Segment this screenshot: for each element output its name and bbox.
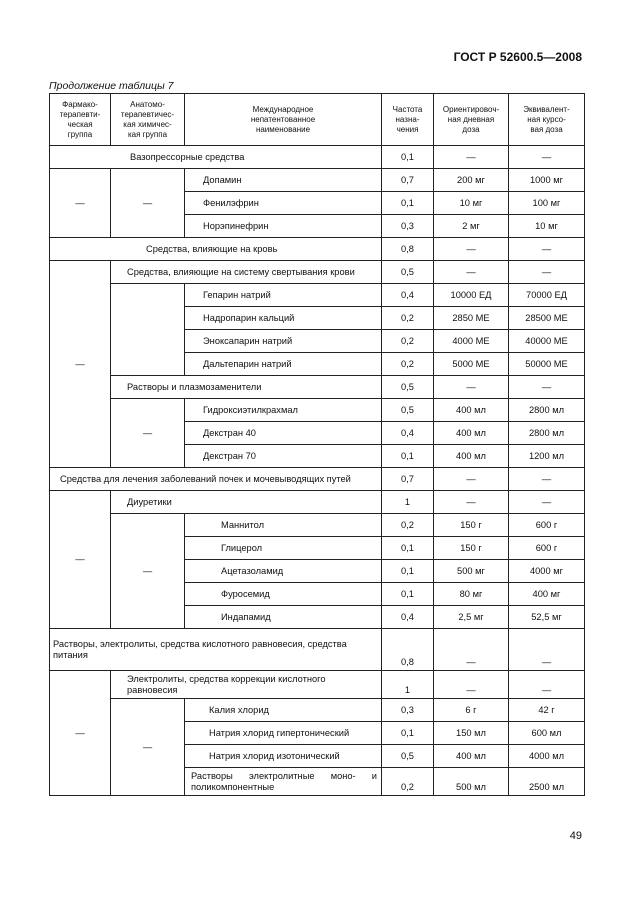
- drug-name: Ацетазоламид: [185, 560, 382, 583]
- frequency: 0,8: [382, 629, 434, 671]
- table-row: [50, 514, 585, 537]
- col-header-inn: Международное непатентованное наименование: [185, 94, 382, 146]
- drug-subgroup-name: Растворы и плазмозаменители: [111, 376, 382, 399]
- atc-group-cell: —: [111, 699, 185, 796]
- daily-dose: —: [434, 146, 509, 169]
- drug-name: Надропарин кальций: [185, 307, 382, 330]
- daily-dose: 150 г: [434, 514, 509, 537]
- daily-dose: —: [434, 491, 509, 514]
- daily-dose: 4000 МЕ: [434, 330, 509, 353]
- frequency: 0,3: [382, 699, 434, 722]
- drug-group-name: Средства, влияющие на кровь: [50, 238, 382, 261]
- table-row: [50, 468, 585, 491]
- page-number: 49: [569, 830, 582, 842]
- course-dose: 40000 МЕ: [509, 330, 585, 353]
- drug-name: Гидроксиэтилкрахмал: [185, 399, 382, 422]
- drug-group-name: Растворы, электролиты, средства кислотного равновесия, средства питания: [50, 629, 382, 671]
- atc-group-cell: [111, 284, 185, 376]
- frequency: 0,1: [382, 445, 434, 468]
- course-dose: 600 г: [509, 514, 585, 537]
- daily-dose: 150 мл: [434, 722, 509, 745]
- drug-name: Декстран 70: [185, 445, 382, 468]
- drug-name: Фенилэфрин: [185, 192, 382, 215]
- frequency: 0,5: [382, 399, 434, 422]
- col-header-course-dose: Эквивалент- ная курсо- вая доза: [509, 94, 585, 146]
- drug-name: Декстран 40: [185, 422, 382, 445]
- frequency: 0,4: [382, 284, 434, 307]
- course-dose: 1200 мл: [509, 445, 585, 468]
- daily-dose: —: [434, 468, 509, 491]
- frequency: 0,3: [382, 215, 434, 238]
- frequency: 0,5: [382, 261, 434, 284]
- course-dose: —: [509, 468, 585, 491]
- course-dose: 70000 ЕД: [509, 284, 585, 307]
- document-standard-header: ГОСТ Р 52600.5—2008: [453, 50, 582, 64]
- table-row: [50, 671, 585, 699]
- drug-name: Натрия хлорид изотонический: [185, 745, 382, 768]
- course-dose: 52,5 мг: [509, 606, 585, 629]
- course-dose: 2800 мл: [509, 422, 585, 445]
- drug-subgroup-name: Средства, влияющие на систему свертывания крови: [111, 261, 382, 284]
- drug-name: Дальтепарин натрий: [185, 353, 382, 376]
- daily-dose: 200 мг: [434, 169, 509, 192]
- course-dose: —: [509, 376, 585, 399]
- course-dose: 2800 мл: [509, 399, 585, 422]
- drug-name: Гепарин натрий: [185, 284, 382, 307]
- drug-name: Глицерол: [185, 537, 382, 560]
- frequency: 0,4: [382, 606, 434, 629]
- course-dose: —: [509, 491, 585, 514]
- pharm-group-cell: —: [50, 261, 111, 468]
- course-dose: 4000 мг: [509, 560, 585, 583]
- daily-dose: 400 мл: [434, 422, 509, 445]
- daily-dose: 6 г: [434, 699, 509, 722]
- col-header-daily-dose: Ориентировоч- ная дневная доза: [434, 94, 509, 146]
- table-caption: Продолжение таблицы 7: [49, 80, 174, 92]
- atc-group-cell: —: [111, 169, 185, 238]
- drug-name: Эноксапарин натрий: [185, 330, 382, 353]
- course-dose: 10 мг: [509, 215, 585, 238]
- course-dose: —: [509, 629, 585, 671]
- daily-dose: 500 мл: [434, 768, 509, 796]
- course-dose: 50000 МЕ: [509, 353, 585, 376]
- drug-subgroup-name: Диуретики: [111, 491, 382, 514]
- frequency: 0,7: [382, 468, 434, 491]
- table-header-row: [50, 94, 585, 146]
- drug-name: Маннитол: [185, 514, 382, 537]
- drug-subgroup-name: Электролиты, средства коррекции кислотного равновесия: [111, 671, 382, 699]
- table-row: [50, 146, 585, 169]
- pharm-group-cell: —: [50, 169, 111, 238]
- table-row: [50, 376, 585, 399]
- drug-name: Фуросемид: [185, 583, 382, 606]
- frequency: 0,1: [382, 146, 434, 169]
- frequency: 1: [382, 491, 434, 514]
- course-dose: 600 г: [509, 537, 585, 560]
- course-dose: —: [509, 238, 585, 261]
- daily-dose: 150 г: [434, 537, 509, 560]
- drug-group-name: Средства для лечения заболеваний почек и мочевыводящих путей: [50, 468, 382, 491]
- col-header-atc-group: Анатомо- терапевтичес- кая химичес- кая группа: [111, 94, 185, 146]
- drug-table: [49, 93, 585, 796]
- course-dose: 4000 мл: [509, 745, 585, 768]
- frequency: 0,1: [382, 537, 434, 560]
- frequency: 0,2: [382, 768, 434, 796]
- table-row: [50, 699, 585, 722]
- daily-dose: 2850 МЕ: [434, 307, 509, 330]
- daily-dose: —: [434, 629, 509, 671]
- frequency: 0,1: [382, 722, 434, 745]
- drug-group-name: Вазопрессорные средства: [50, 146, 382, 169]
- daily-dose: 400 мл: [434, 745, 509, 768]
- daily-dose: 2,5 мг: [434, 606, 509, 629]
- col-header-pharm-group: Фармако- терапевти- ческая группа: [50, 94, 111, 146]
- frequency: 0,1: [382, 560, 434, 583]
- course-dose: —: [509, 261, 585, 284]
- table-row: [50, 261, 585, 284]
- frequency: 0,7: [382, 169, 434, 192]
- frequency: 0,2: [382, 307, 434, 330]
- col-header-frequency: Частота назна- чения: [382, 94, 434, 146]
- table-row: [50, 238, 585, 261]
- frequency: 0,5: [382, 745, 434, 768]
- drug-name: Калия хлорид: [185, 699, 382, 722]
- frequency: 0,2: [382, 330, 434, 353]
- course-dose: 42 г: [509, 699, 585, 722]
- frequency: 0,2: [382, 514, 434, 537]
- pharm-group-cell: —: [50, 491, 111, 629]
- daily-dose: 2 мг: [434, 215, 509, 238]
- daily-dose: —: [434, 261, 509, 284]
- frequency: 0,1: [382, 192, 434, 215]
- frequency: 0,1: [382, 583, 434, 606]
- table-row: [50, 491, 585, 514]
- course-dose: 600 мл: [509, 722, 585, 745]
- pharm-group-cell: —: [50, 671, 111, 796]
- daily-dose: 400 мл: [434, 399, 509, 422]
- atc-group-cell: —: [111, 514, 185, 629]
- daily-dose: 5000 МЕ: [434, 353, 509, 376]
- frequency: 0,2: [382, 353, 434, 376]
- daily-dose: 10000 ЕД: [434, 284, 509, 307]
- course-dose: 2500 мл: [509, 768, 585, 796]
- table-row: [50, 284, 585, 307]
- drug-name: Индапамид: [185, 606, 382, 629]
- drug-name: Норэпинефрин: [185, 215, 382, 238]
- course-dose: —: [509, 146, 585, 169]
- daily-dose: —: [434, 671, 509, 699]
- frequency: 0,4: [382, 422, 434, 445]
- daily-dose: 500 мг: [434, 560, 509, 583]
- frequency: 0,8: [382, 238, 434, 261]
- frequency: 0,5: [382, 376, 434, 399]
- course-dose: 100 мг: [509, 192, 585, 215]
- course-dose: 1000 мг: [509, 169, 585, 192]
- daily-dose: 400 мл: [434, 445, 509, 468]
- table-row: [50, 169, 585, 192]
- atc-group-cell: —: [111, 399, 185, 468]
- daily-dose: 10 мг: [434, 192, 509, 215]
- course-dose: —: [509, 671, 585, 699]
- daily-dose: —: [434, 376, 509, 399]
- daily-dose: —: [434, 238, 509, 261]
- course-dose: 400 мг: [509, 583, 585, 606]
- drug-name: Натрия хлорид гипертонический: [185, 722, 382, 745]
- table-row: [50, 629, 585, 671]
- drug-name: Растворы электролитные моно- и поликомпонентные: [185, 768, 382, 796]
- table-row: [50, 399, 585, 422]
- frequency: 1: [382, 671, 434, 699]
- drug-name: Допамин: [185, 169, 382, 192]
- daily-dose: 80 мг: [434, 583, 509, 606]
- course-dose: 28500 МЕ: [509, 307, 585, 330]
